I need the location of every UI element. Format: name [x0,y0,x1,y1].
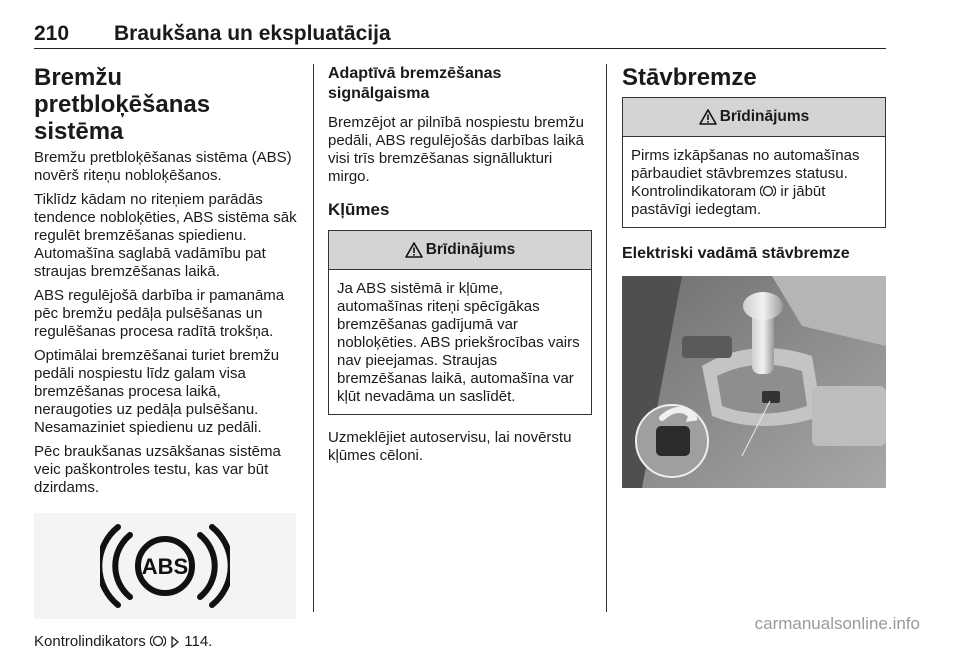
paragraph: Bremzējot ar pilnībā nospiestu bremžu pedāli, ABS regulējošās darbības laikā visi trīs bremzēšanas signāllukturi mirgo. [328,114,584,185]
page-header [34,16,886,49]
column-divider-2 [606,64,607,612]
section-heading-parking-brake: Stāvbremze [622,64,757,91]
column-parking-brake [622,64,886,488]
abs-warning-icon [100,521,230,611]
subheading-faults: Kļūmes [328,200,390,219]
abs-symbol-text: ABS [141,554,189,579]
section-heading-brake-light: Adaptīvā bremzēšanas signālgaisma [328,65,502,102]
chapter-title: Braukšana un ekspluatācija [114,22,391,45]
warning-header: Brīdinājums [623,98,885,137]
warning-triangle-icon [405,242,423,258]
paragraph: Tiklīdz kādam no riteņiem parādās tendence nobloķēties, ABS sistēma sāk regulēt bremzēšanas spiedienu. Automašīna saglabā vadāmību pat straujas bremzēšanas laikā. [34,191,297,280]
parking-brake-indicator-icon [760,184,776,198]
abs-small-icon [150,634,166,648]
warning-text: Ja ABS sistēmā ir kļūme, automašīnas riteņi spēcīgākas bremzēšanas gadījumā var nobloķēties. ABS priekšrocības vairs nav pieejamas. Straujas bremzēšanas laikā, automašīna var kļūt nevadāma un saslīdēt. [337,280,580,405]
figure-caption: Kontrolindikators 114. [34,633,213,650]
page-number: 210 [34,22,70,45]
watermark-text: carmanualsonline.info [754,614,920,633]
warning-box [328,230,592,415]
section-heading-abs: Bremžu pretbloķēšanas sistēma [34,64,211,145]
warning-header: Brīdinājums [329,231,591,270]
abs-indicator-figure [34,513,296,619]
page-reference-arrow-icon [170,636,180,648]
subheading-electric-parking-brake: Elektriski vadāmā stāvbremze [622,245,850,262]
paragraph: Uzmeklējiet autoservisu, lai novērstu kļūmes cēloni. [328,429,572,464]
paragraph: ABS regulējošā darbība ir pamanāma pēc bremžu pedāļa pulsēšanas un regulēšanas procesa radītā trokšņa. [34,287,285,340]
warning-text: Pirms izkāpšanas no automašīnas pārbaudiet stāvbremzes statusu. Kontrolindikatoram ir jābūt pastāvīgi iedegtam. [631,147,860,218]
paragraph: Optimālai bremzēšanai turiet bremžu pedāli nospiestu līdz galam visa bremzēšanas procesa laikā, neraugoties uz pedāļa pulsēšanu. Nesamaziniet spiedienu uz pedāli. [34,347,280,436]
center-console-photo [622,276,886,488]
warning-box [622,97,886,228]
paragraph: Pēc braukšanas uzsākšanas sistēma veic paškontroles testu, kas var būt dzirdams. [34,443,281,496]
column-abs [34,64,300,657]
column-brake-light [328,64,592,471]
paragraph: Bremžu pretbloķēšanas sistēma (ABS) novērš riteņu nobloķēšanos. [34,149,292,184]
parking-brake-illustration [622,276,886,488]
warning-triangle-icon [699,109,717,125]
column-divider-1 [313,64,314,612]
